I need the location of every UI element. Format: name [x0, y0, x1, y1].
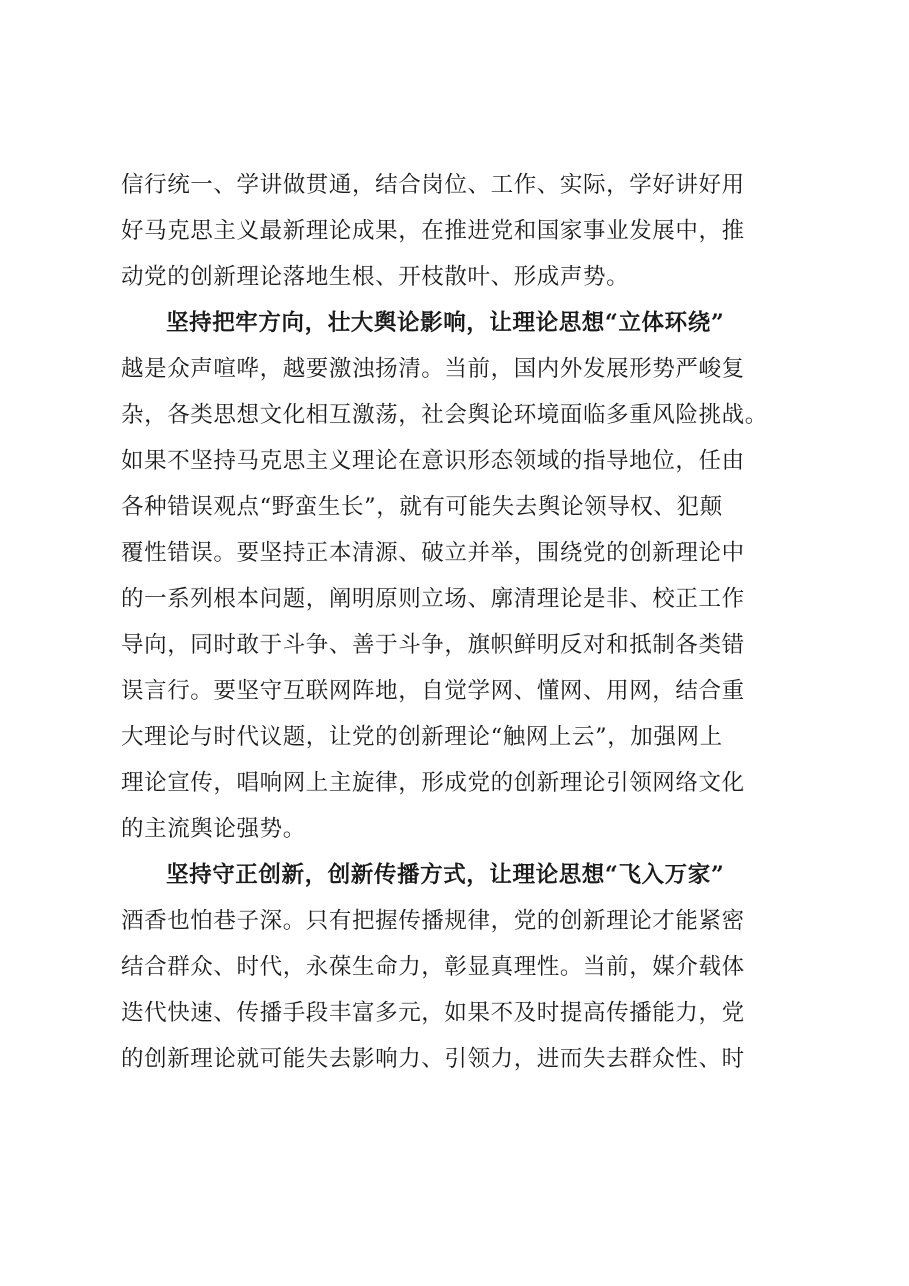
- body-text-line: 的主流舆论强势。: [121, 816, 306, 842]
- body-text-line: 动党的创新理论落地生根、开枝散叶、形成声势。: [121, 264, 630, 290]
- body-text-line: 信行统一、学讲做贯通，结合岗位、工作、实际，学好讲好用: [121, 172, 745, 198]
- body-text-line: 的一系列根本问题，阐明原则立场、廓清理论是非、校正工作: [121, 586, 745, 612]
- body-text-line: 迭代快速、传播手段丰富多元，如果不及时提高传播能力，党: [121, 1000, 745, 1026]
- body-text-line: 如果不坚持马克思主义理论在意识形态领域的指导地位，任由: [121, 448, 745, 474]
- body-text-line: 酒香也怕巷子深。只有把握传播规律，党的创新理论才能紧密: [121, 908, 745, 934]
- body-text-line: 覆性错误。要坚持正本清源、破立并举，围绕党的创新理论中: [121, 540, 745, 566]
- body-text-line: 越是众声喧哗，越要激浊扬清。当前，国内外发展形势严峻复: [121, 356, 745, 382]
- body-text-line: 各种错误观点“野蛮生长”，就有可能失去舆论领导权、犯颠: [121, 494, 723, 520]
- body-text-line: 大理论与时代议题，让党的创新理论“触网上云”，加强网上: [121, 724, 723, 750]
- body-text-line: 误言行。要坚守互联网阵地，自觉学网、懂网、用网，结合重: [121, 678, 745, 704]
- body-text-line: 结合群众、时代，永葆生命力，彰显真理性。当前，媒介载体: [121, 954, 745, 980]
- body-text-line: 杂，各类思想文化相互激荡，社会舆论环境面临多重风险挑战。: [121, 402, 768, 428]
- body-text-line: 理论宣传，唱响网上主旋律，形成党的创新理论引领网络文化: [121, 770, 745, 796]
- body-text-line: 好马克思主义最新理论成果，在推进党和国家事业发展中，推: [121, 218, 745, 244]
- section-heading: 坚持把牢方向，壮大舆论影响，让理论思想“立体环绕”: [166, 310, 725, 336]
- body-text-line: 的创新理论就可能失去影响力、引领力，进而失去群众性、时: [121, 1046, 745, 1072]
- body-text-line: 导向，同时敢于斗争、善于斗争，旗帜鲜明反对和抵制各类错: [121, 632, 745, 658]
- section-heading: 坚持守正创新，创新传播方式，让理论思想“飞入万家”: [166, 862, 725, 888]
